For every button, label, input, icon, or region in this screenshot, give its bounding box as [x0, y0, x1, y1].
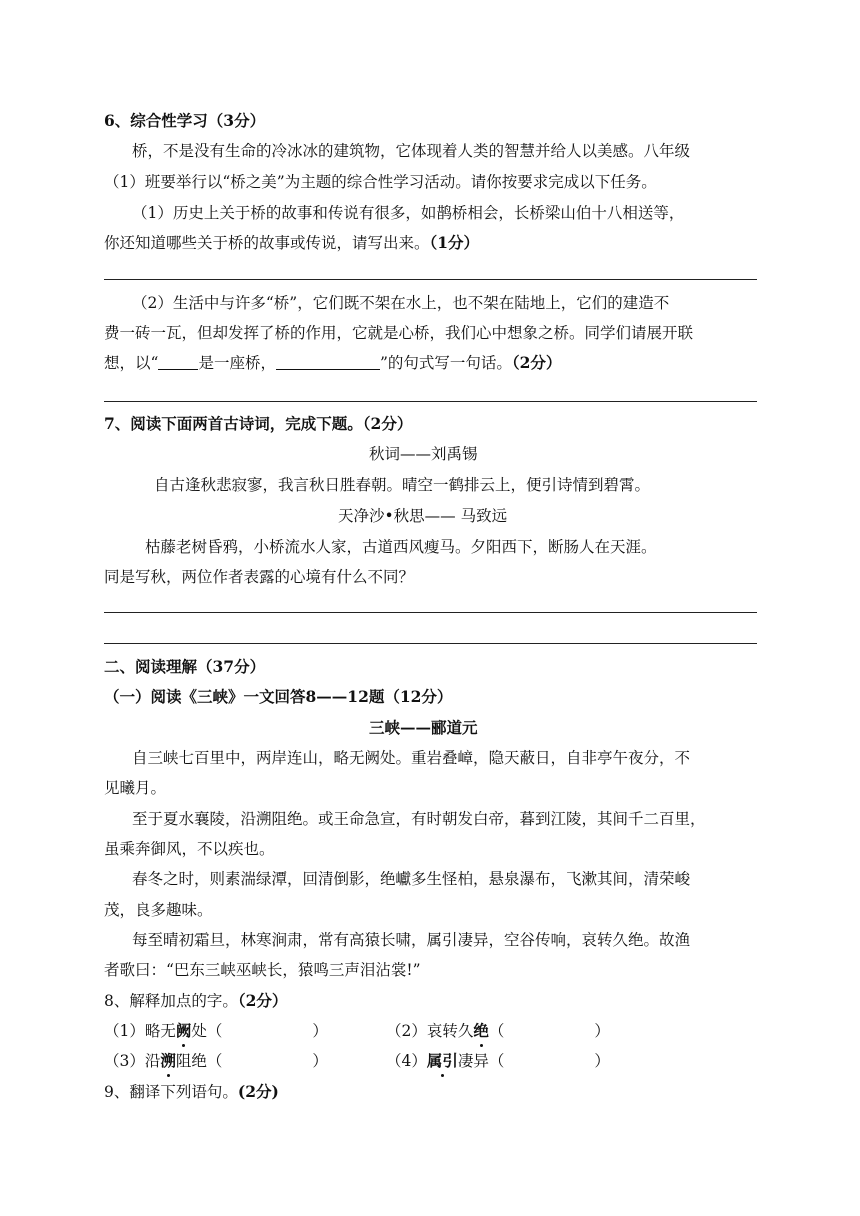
section2-title: 二、阅读理解（37分） — [104, 657, 266, 676]
q7-answer-line-1[interactable] — [104, 612, 757, 613]
q6-blank-1[interactable] — [158, 353, 198, 370]
q7-answer-line-2[interactable] — [104, 643, 757, 644]
q6-part1-line1: （1）历史上关于桥的故事和传说有很多，如鹊桥相会，长桥梁山伯十八相送等， — [132, 204, 685, 222]
q6-part2-score: （2分） — [511, 353, 562, 372]
q6-part1-text: 你还知道哪些关于桥的故事或传说，请写出来。 — [104, 234, 430, 252]
q6-title: 6、综合性学习（3分） — [104, 111, 266, 130]
q8-item-1-dotted-char: 阙 — [175, 1021, 192, 1040]
q8-item-2-suffix: （ — [488, 1022, 505, 1040]
q8-item-3 — [104, 1050, 328, 1072]
para4-line2: 者歌曰：“巴东三峡巫峡长，猿鸣三声泪沾裳!” — [104, 961, 421, 979]
para3-line2: 茂，良多趣味。 — [104, 901, 213, 919]
q6-part1-answer-line[interactable] — [104, 279, 757, 280]
q7-title: 7、阅读下面两首古诗词，完成下题。（2分） — [104, 414, 413, 433]
para1-line2: 见曦月。 — [104, 779, 167, 797]
poem2-title: 天净沙•秋思—— 马致远 — [338, 507, 508, 525]
q6-part2-line2: 费一砖一瓦，但却发挥了桥的作用，它就是心桥，我们心中想象之桥。同学们请展开联 — [104, 324, 694, 342]
q8-item-1-suffix: 处（ — [191, 1022, 223, 1040]
poem2-text: 枯藤老树昏鸦，小桥流水人家，古道西风瘦马。夕阳西下，断肠人在天涯。 — [145, 538, 657, 556]
q6-intro-line2: （1）班要举行以“桥之美”为主题的综合性学习活动。请你按要求完成以下任务。 — [104, 173, 657, 191]
q7-question: 同是写秋，两位作者表露的心境有什么不同？ — [104, 568, 415, 586]
q8-item-4-close: ） — [594, 1052, 610, 1070]
q6-part1-score: （1分） — [429, 233, 480, 252]
q8-item-3-prefix: （3）沿 — [104, 1052, 161, 1070]
q6-part1-line2 — [104, 232, 479, 254]
text-title: 三峡——郦道元 — [369, 718, 478, 737]
q8-item-3-suffix: 阻绝（ — [175, 1052, 223, 1070]
q8-title: 8、解释加点的字。 — [104, 992, 238, 1010]
q8-item-1-prefix: （1）略无 — [104, 1022, 176, 1040]
q9-title: 9、翻译下列语句。 — [104, 1083, 238, 1101]
q8-item-2 — [386, 1020, 610, 1042]
q8-item-2-dotted-char: 绝 — [473, 1021, 489, 1040]
q6-part2-text-a: 想，以“ — [104, 354, 159, 372]
q8-score: （2分） — [237, 991, 288, 1010]
q6-part2-line1: （2）生活中与许多“桥”，它们既不架在水上，也不架在陆地上，它们的建造不 — [132, 294, 670, 312]
q8-item-3-close: ） — [312, 1052, 328, 1070]
q9-title-line — [104, 1081, 279, 1103]
q9-score: (2分) — [237, 1082, 279, 1101]
q8-item-2-close: ） — [594, 1022, 610, 1040]
poem1-title: 秋词——刘禹锡 — [369, 445, 478, 463]
q8-item-4-prefix: （4） — [386, 1052, 427, 1070]
q6-intro-line1: 桥，不是没有生命的冷冰冰的建筑物，它体现着人类的智慧并给人以美感。八年级 — [132, 142, 691, 160]
q8-title-line — [104, 990, 287, 1012]
q8-item-3-dotted-char: 溯 — [160, 1051, 176, 1070]
para2-line2: 虽乘奔御风，不以疾也。 — [104, 840, 275, 858]
q8-item-4-suffix: 凄异（ — [457, 1052, 505, 1070]
q6-part2-answer-line[interactable] — [104, 401, 757, 402]
q6-part2-text-b: 是一座桥， — [198, 354, 276, 372]
q6-part2-text-c: ”的句式写一句话。 — [379, 354, 512, 372]
q8-item-1-close: ） — [312, 1022, 328, 1040]
q6-blank-2[interactable] — [276, 353, 380, 370]
q6-part2-line3 — [104, 352, 561, 374]
para2-line1: 至于夏水襄陵，沿溯阻绝。或王命急宣，有时朝发白帝，暮到江陵，其间千二百里， — [132, 810, 706, 828]
q8-item-4-dotted-char: 属引 — [426, 1051, 458, 1070]
q8-item-2-prefix: （2）哀转久 — [386, 1022, 474, 1040]
para3-line1: 春冬之时，则素湍绿潭，回清倒影，绝巘多生怪柏，悬泉瀑布，飞漱其间，清荣峻 — [132, 870, 691, 888]
section2-sub1: （一）阅读《三峡》一文回答8——12题（12分） — [104, 687, 453, 706]
q8-item-4 — [386, 1050, 610, 1072]
para4-line1: 每至晴初霜旦，林寒涧肃，常有高猿长啸，属引凄异，空谷传响，哀转久绝。故渔 — [132, 931, 691, 949]
q8-item-1 — [104, 1020, 328, 1042]
para1-line1: 自三峡七百里中，两岸连山，略无阙处。重岩叠嶂，隐天蔽日，自非亭午夜分，不 — [132, 749, 691, 767]
poem1-text: 自古逢秋悲寂寥，我言秋日胜春朝。晴空一鹤排云上，便引诗情到碧霄。 — [154, 476, 651, 494]
